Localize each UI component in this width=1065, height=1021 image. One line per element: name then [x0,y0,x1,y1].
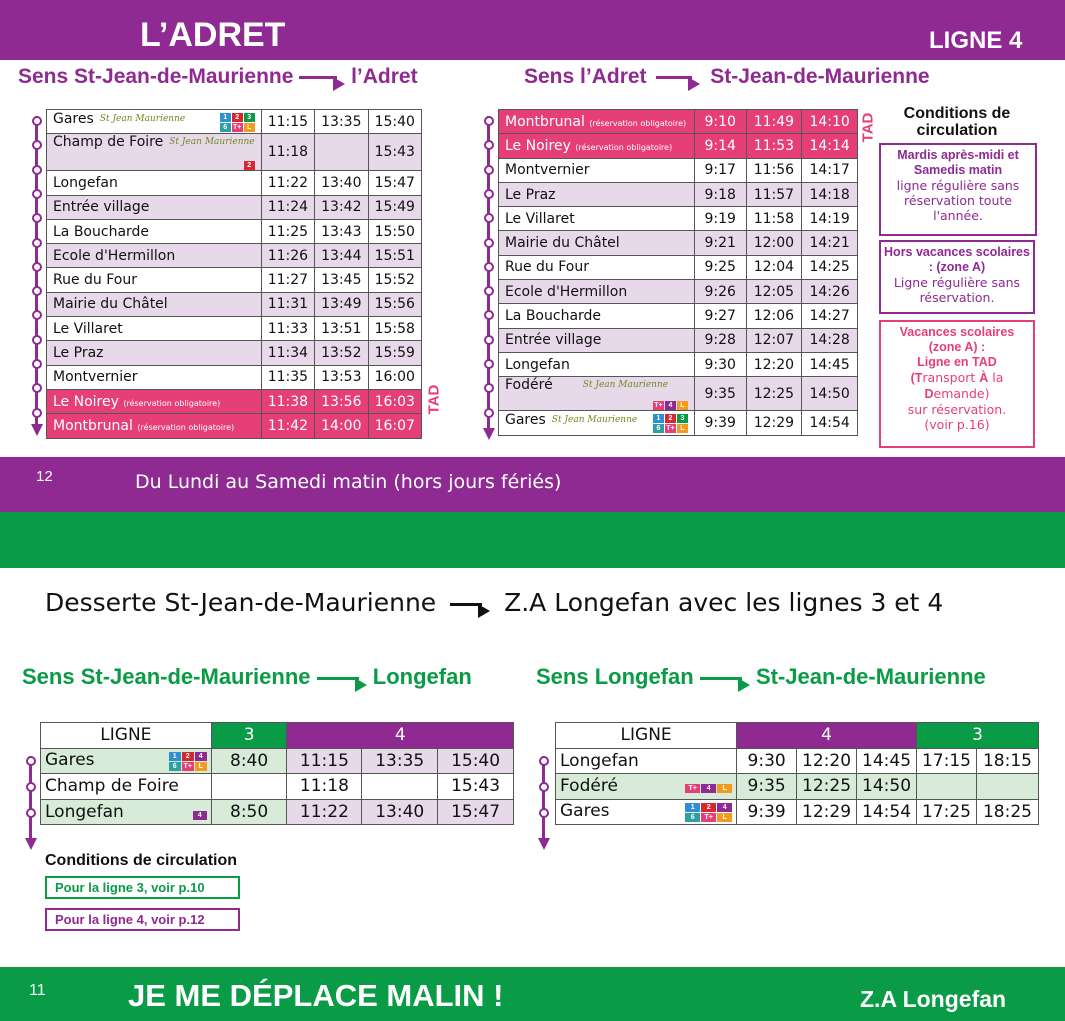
table-row [47,268,422,292]
stop-dot [484,310,494,320]
table-row [47,110,422,134]
page-title: L’ADRET [140,16,286,54]
line-badges: 1 2 4 6 T+ L [169,752,207,771]
time-cell: 12:07 [746,328,802,352]
stop-name: Ecole d'Hermillon [499,280,695,304]
desserte-table-left: LIGNE 3 4 Gares 1 2 4 6 T+ L 8:40 11:15 13:35 15:40 Champ de Foire 11:18 15:43 Longefan 4 8:50 11:22 13:40 15:47 [40,722,514,825]
stop-name: Fodéré St Jean Maurienne T+ 4 L [499,377,695,411]
table-row [499,158,858,182]
route-line [542,756,545,840]
stop-dot [26,782,36,792]
line-4-header: 4 [287,723,514,749]
table-row [499,352,858,376]
time-cell: 11:26 [261,244,314,268]
time-cell: 13:44 [315,244,368,268]
time-cell: 9:28 [694,328,746,352]
stop-name: Rue du Four [47,268,262,292]
line-badge: 4 [193,811,207,820]
time-cell: 11:27 [261,268,314,292]
stop-dot [32,165,42,175]
st-jean-logo: St Jean Maurienne [551,414,638,425]
time-cell: 9:25 [694,255,746,279]
stop-dot [32,262,42,272]
time-cell: 14:10 [802,110,858,134]
condition-box-2: Hors vacances scolaires : (zone A) Ligne régulière sans réservation. [879,240,1035,314]
st-jean-logo: St Jean Maurienne [582,379,669,390]
time-cell: 9:10 [694,110,746,134]
time-cell: 11:49 [746,110,802,134]
direction-left-green: Sens St-Jean-de-Maurienne Longefan [22,664,472,690]
time-cell: 15:50 [368,219,421,243]
time-cell: 11:58 [746,207,802,231]
stop-dot [484,189,494,199]
time-cell: 11:15 [261,110,314,134]
stop-dot [32,286,42,296]
direction-right: Sens l’Adret St-Jean-de-Maurienne [524,65,930,89]
arrow-icon [317,671,367,685]
condition-line-3[interactable]: Pour la ligne 3, voir p.10 [45,876,240,899]
st-jean-logo: St Jean Maurienne [99,113,186,124]
stop-dot [539,808,549,818]
condition-box-3: Vacances scolaires (zone A) : Ligne en TAD (Transport À la Demande) sur réservation. (voir p.16) [879,320,1035,448]
arrow-icon [450,597,490,611]
stop-dot [32,189,42,199]
stop-dot [32,310,42,320]
stop-name: Montvernier [499,158,695,182]
stop-name: Montbrunal (réservation obligatoire) [47,414,262,438]
stop-cell: Longefan 4 [41,799,212,825]
stop-dot [484,165,494,175]
stop-cell: Longefan [556,748,737,774]
table-row [47,244,422,268]
time-cell: 13:49 [315,292,368,316]
stop-name: Longefan [499,352,695,376]
stop-name: Le Villaret [47,317,262,341]
table-row [47,365,422,389]
stop-dot [32,116,42,126]
stop-dot [32,335,42,345]
stop-name: Gares St Jean Maurienne 1 2 3 6 T+ L [47,110,262,134]
time-cell: 12:25 [746,377,802,411]
time-cell: 15:52 [368,268,421,292]
time-cell: 14:00 [315,414,368,438]
table-row [499,134,858,158]
stop-name: Gares St Jean Maurienne 1 2 3 6 T+ L [499,411,695,435]
time-cell: 9:26 [694,280,746,304]
stop-name: Le Noirey (réservation obligatoire) [499,134,695,158]
time-cell: 11:42 [261,414,314,438]
time-cell: 9:39 [694,411,746,435]
stop-dot [539,756,549,766]
time-cell: 15:58 [368,317,421,341]
time-cell: 14:26 [802,280,858,304]
time-cell: 13:52 [315,341,368,365]
stop-name: Montvernier [47,365,262,389]
page-number: 12 [36,468,53,485]
table-row [499,304,858,328]
time-cell: 14:54 [802,411,858,435]
table-row [499,280,858,304]
route-arrow-icon [538,838,550,850]
table-row [47,389,422,413]
time-cell: 16:00 [368,365,421,389]
stop-name: Ecole d'Hermillon [47,244,262,268]
time-cell: 11:35 [261,365,314,389]
time-cell: 14:17 [802,158,858,182]
stop-dot [32,140,42,150]
stop-name: Entrée village [499,328,695,352]
table-row [47,171,422,195]
time-cell: 13:53 [315,365,368,389]
footer-right: Z.A Longefan [860,986,1007,1012]
time-cell: 11:31 [261,292,314,316]
time-cell: 14:45 [802,352,858,376]
time-cell: 14:28 [802,328,858,352]
time-cell: 14:50 [802,377,858,411]
table-row [47,414,422,438]
time-cell: 9:21 [694,231,746,255]
stop-name: Le Praz [47,341,262,365]
timetable-right [498,109,858,436]
table-row [499,411,858,435]
ligne-header: LIGNE [41,723,212,749]
time-cell: 9:27 [694,304,746,328]
time-cell: 13:35 [315,110,368,134]
tad-label: TAD [425,384,443,415]
route-arrow-icon [31,424,43,436]
table-row [47,219,422,243]
stop-dot [484,359,494,369]
page-number: 11 [29,982,46,999]
stop-name: Rue du Four [499,255,695,279]
line-3-header: 3 [917,723,1039,749]
timetable-left [46,109,422,439]
time-cell: 11:18 [261,134,314,171]
stop-cell: Fodéré T+ 4 L [556,774,737,800]
time-cell: 15:56 [368,292,421,316]
st-jean-logo: St Jean Maurienne [169,136,255,147]
section-heading: Desserte St-Jean-de-Maurienne Z.A Longefan avec les lignes 3 et 4 [45,588,944,617]
line-badges: 1 2 3 6 T+ L [653,414,688,433]
time-cell: 14:18 [802,182,858,206]
time-cell: 13:56 [315,389,368,413]
line-badges: T+ 4 L [685,784,732,793]
table-row [499,377,858,411]
table-row [499,328,858,352]
time-cell: 11:57 [746,182,802,206]
time-cell: 16:03 [368,389,421,413]
time-cell: 12:05 [746,280,802,304]
stop-dot [26,756,36,766]
time-cell: 11:56 [746,158,802,182]
footer-text: Du Lundi au Samedi matin (hors jours fériés) [135,471,562,493]
time-cell: 12:00 [746,231,802,255]
tad-label: TAD [859,112,877,143]
table-row [499,182,858,206]
line-4-header: 4 [737,723,917,749]
time-cell: 9:17 [694,158,746,182]
time-cell: 13:40 [315,171,368,195]
stop-dot [539,782,549,792]
time-cell: 12:20 [746,352,802,376]
time-cell: 13:42 [315,195,368,219]
conditions-title-bottom: Conditions de circulation [45,852,238,869]
stop-dot [32,408,42,418]
table-row [47,341,422,365]
table-row [47,134,422,171]
stop-dot [484,408,494,418]
table-row [47,317,422,341]
table-row [47,195,422,219]
line-3-header: 3 [211,723,287,749]
stop-dot [484,213,494,223]
direction-right-green: Sens Longefan St-Jean-de-Maurienne [536,664,986,690]
stop-dot [32,238,42,248]
footer-title: JE ME DÉPLACE MALIN ! [128,978,504,1013]
stop-name: Le Praz [499,182,695,206]
time-cell: 14:25 [802,255,858,279]
condition-box-1: Mardis après-midi et Samedis matin ligne régulière sans réservation toute l'année. [879,143,1037,236]
stop-name: Mairie du Châtel [47,292,262,316]
stop-dot [26,808,36,818]
stop-cell: Champ de Foire [41,774,212,800]
table-row [499,207,858,231]
stop-dot [484,286,494,296]
stop-dot [484,383,494,393]
stop-name: Le Villaret [499,207,695,231]
conditions-title: Conditions de circulation [903,105,1011,139]
time-cell: 11:24 [261,195,314,219]
stop-name: La Boucharde [47,219,262,243]
stop-dot [32,359,42,369]
table-row [499,255,858,279]
time-cell: 14:21 [802,231,858,255]
route-line [29,756,32,840]
time-cell: 15:51 [368,244,421,268]
stop-cell: Gares 1 2 4 6 T+ L [556,799,737,825]
line-badges: 1 2 3 6 T+ L [220,113,255,132]
stop-name: La Boucharde [499,304,695,328]
time-cell: 13:43 [315,219,368,243]
ligne-header: LIGNE [556,723,737,749]
route-arrow-icon [25,838,37,850]
time-cell: 11:33 [261,317,314,341]
time-cell: 13:51 [315,317,368,341]
line-badge: 2 [244,161,255,170]
stop-dot [484,116,494,126]
time-cell: 14:14 [802,134,858,158]
stop-dot [484,140,494,150]
table-row [47,292,422,316]
time-cell: 12:06 [746,304,802,328]
time-cell: 15:47 [368,171,421,195]
table-row [499,110,858,134]
time-cell: 12:04 [746,255,802,279]
time-cell: 14:27 [802,304,858,328]
stop-dot [32,383,42,393]
time-cell: 9:14 [694,134,746,158]
arrow-icon [299,70,345,84]
line-label: LIGNE 4 [929,27,1023,54]
section-band [0,512,1065,568]
time-cell: 11:34 [261,341,314,365]
route-arrow-icon [483,428,495,440]
stop-name: Champ de Foire St Jean Maurienne 2 [47,134,262,171]
arrow-icon [700,671,750,685]
stop-name: Le Noirey (réservation obligatoire) [47,389,262,413]
route-line [487,116,490,428]
time-cell: 12:29 [746,411,802,435]
time-cell: 9:35 [694,377,746,411]
stop-name: Montbrunal (réservation obligatoire) [499,110,695,134]
stop-cell: Gares 1 2 4 6 T+ L [41,748,212,774]
time-cell: 15:43 [368,134,421,171]
stop-dot [484,335,494,345]
time-cell: 15:40 [368,110,421,134]
time-cell: 16:07 [368,414,421,438]
time-cell: 11:25 [261,219,314,243]
time-cell: 13:45 [315,268,368,292]
direction-left: Sens St-Jean-de-Maurienne l’Adret [18,65,418,89]
line-badges: 1 2 4 6 T+ L [685,803,732,822]
time-cell: 9:19 [694,207,746,231]
stop-dot [484,262,494,272]
time-cell: 14:19 [802,207,858,231]
time-cell: 9:18 [694,182,746,206]
time-cell: 15:59 [368,341,421,365]
stop-dot [484,238,494,248]
time-cell: 11:53 [746,134,802,158]
line-badges: T+ 4 L [653,401,688,410]
stop-name: Entrée village [47,195,262,219]
time-cell: 15:49 [368,195,421,219]
time-cell [315,134,368,171]
stop-name: Mairie du Châtel [499,231,695,255]
arrow-icon [656,70,700,84]
time-cell: 9:30 [694,352,746,376]
time-cell: 11:22 [261,171,314,195]
table-row [499,231,858,255]
condition-line-4[interactable]: Pour la ligne 4, voir p.12 [45,908,240,931]
time-cell: 11:38 [261,389,314,413]
stop-name: Longefan [47,171,262,195]
desserte-table-right: LIGNE 4 3 Longefan 9:30 12:20 14:45 17:15 18:15 Fodéré T+ 4 L 9:35 12:25 14:50 Gares 1 2 4 6 T+ L 9:39 12:29 14:54 17:25 18:25 [555,722,1039,825]
stop-dot [32,213,42,223]
